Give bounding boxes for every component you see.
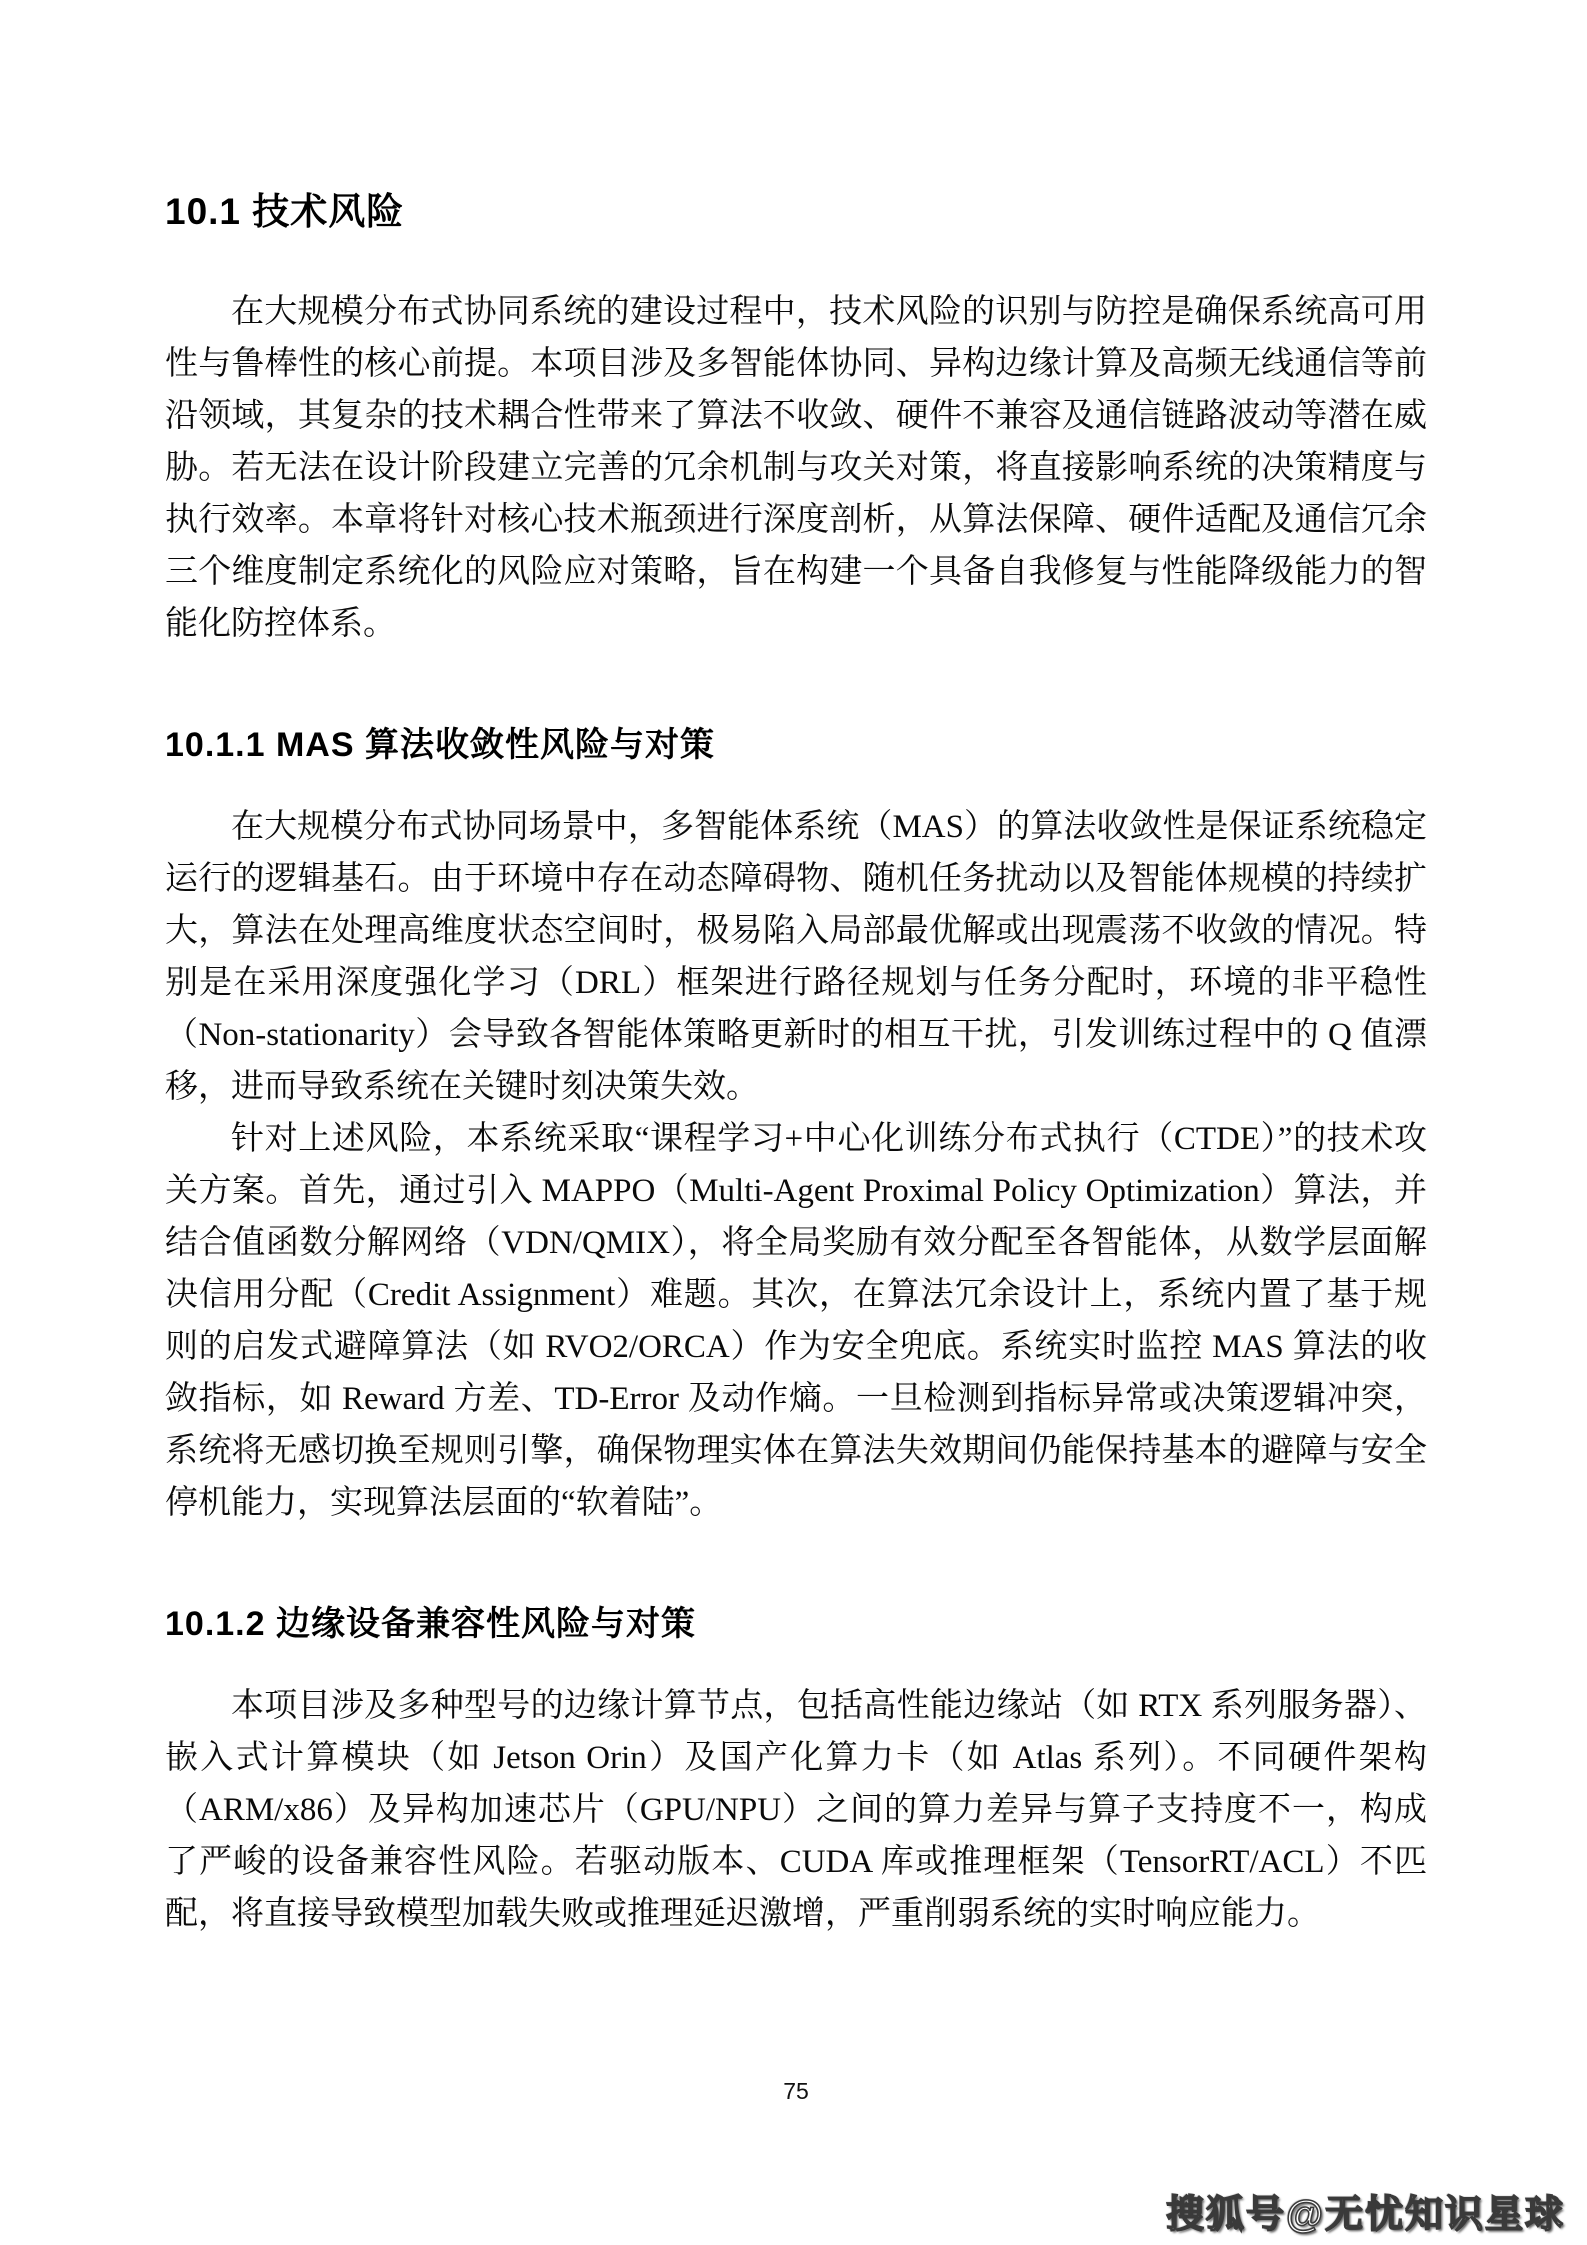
subsection-2-paragraph-1: 本项目涉及多种型号的边缘计算节点，包括高性能边缘站（如 RTX 系列服务器）、嵌入式计算模块（如 Jetson Orin）及国产化算力卡（如 Atlas 系列）。不同硬件架构（ARM/x86）及异构加速芯片（GPU/NPU）之间的算力差异与算子支持度不一，构成了严峻的设备兼容性风险。若驱动版本、CUDA 库或推理框架（TensorRT/ACL）不匹配，将直接导致模型加载失败或推理延迟激增，严重削弱系统的实时响应能力。 bbox=[165, 1688, 1427, 1932]
intro-paragraph: 在大规模分布式协同系统的建设过程中，技术风险的识别与防控是确保系统高可用性与鲁棒性的核心前提。本项目涉及多智能体协同、异构边缘计算及高频无线通信等前沿领域，其复杂的技术耦合性带来了算法不收敛、硬件不兼容及通信链路波动等潜在威胁。若无法在设计阶段建立完善的冗余机制与攻关对策，将直接影响系统的决策精度与执行效率。本章将针对核心技术瓶颈进行深度剖析，从算法保障、硬件适配及通信冗余三个维度制定系统化的风险应对策略，旨在构建一个具备自我修复与性能降级能力的智能化防控体系。 bbox=[165, 294, 1427, 642]
page-content bbox=[165, 190, 1427, 1940]
subsection-1-paragraph-1: 在大规模分布式协同场景中，多智能体系统（MAS）的算法收敛性是保证系统稳定运行的逻辑基石。由于环境中存在动态障碍物、随机任务扰动以及智能体规模的持续扩大，算法在处理高维度状态空间时，极易陷入局部最优解或出现震荡不收敛的情况。特别是在采用深度强化学习（DRL）框架进行路径规划与任务分配时，环境的非平稳性（Non-stationarity）会导致各智能体策略更新时的相互干扰，引发训练过程中的 Q 值漂移，进而导致系统在关键时刻决策失效。 bbox=[165, 809, 1427, 1105]
chapter-title: 10.1 技术风险 bbox=[165, 191, 405, 232]
subsection-2-heading: 10.1.2 边缘设备兼容性风险与对策 bbox=[165, 1605, 696, 1643]
watermark: 搜狐号@无忧知识星球 bbox=[1165, 2194, 1565, 2236]
page-number: 75 bbox=[783, 2078, 809, 2104]
subsection-1-paragraph-2: 针对上述风险，本系统采取“课程学习+中心化训练分布式执行（CTDE）”的技术攻关方案。首先，通过引入 MAPPO（Multi-Agent Proximal Policy Optimization）算法，并结合值函数分解网络（VDN/QMIX），将全局奖励有效分配至各智能体，从数学层面解决信用分配（Credit Assignment）难题。其次，在算法冗余设计上，系统内置了基于规则的启发式避障算法（如 RVO2/ORCA）作为安全兜底。系统实时监控 MAS 算法的收敛指标，如 Reward 方差、TD-Error 及动作熵。一旦检测到指标异常或决策逻辑冲突，系统将无感切换至规则引擎，确保物理实体在算法失效期间仍能保持基本的避障与安全停机能力，实现算法层面的“软着陆”。 bbox=[165, 1121, 1427, 1521]
subsection-1-heading: 10.1.1 MAS 算法收敛性风险与对策 bbox=[165, 726, 715, 764]
